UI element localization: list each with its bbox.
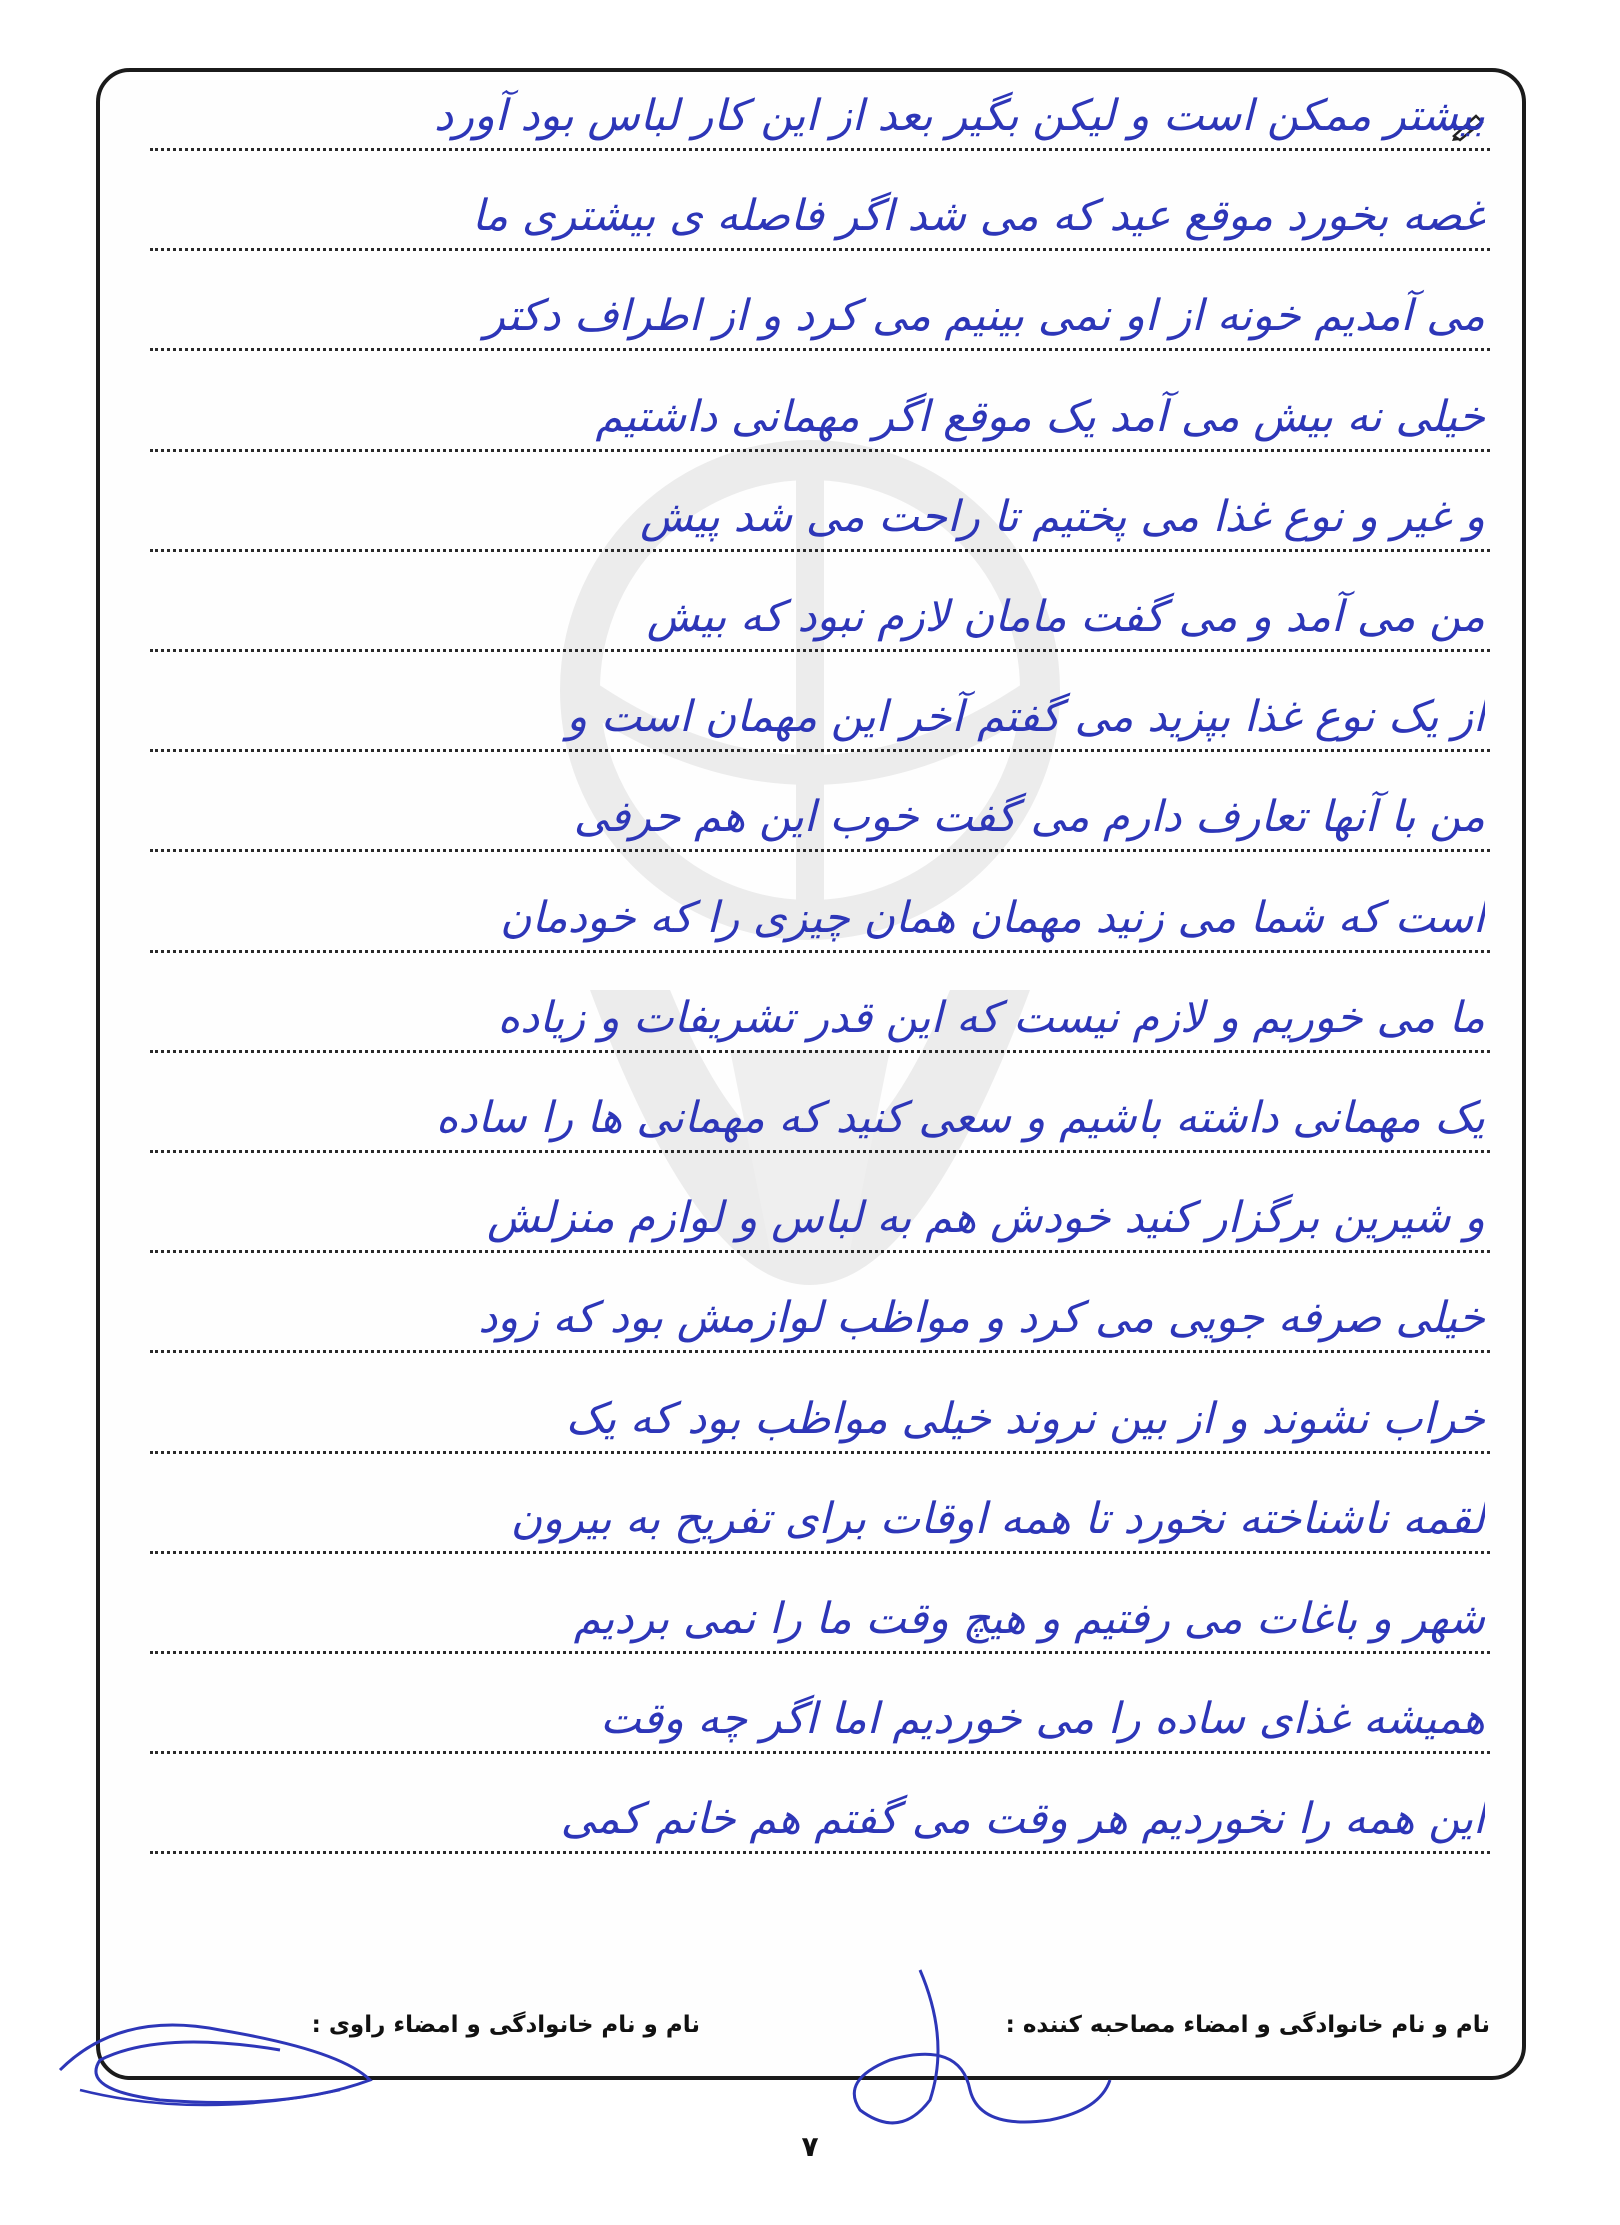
ruled-line <box>150 849 1490 852</box>
handwritten-line: همیشه غذای ساده را می خوردیم اما اگر چه وقت <box>600 1694 1485 1744</box>
handwritten-line: می آمدیم خونه از او نمی بینیم می کرد و از اطراف دکتر <box>484 291 1485 341</box>
handwritten-line: لقمه ناشناخته نخورد تا همه اوقات برای تفریح به بیرون <box>510 1494 1485 1544</box>
interviewer-signature <box>800 1960 1120 2160</box>
ruled-line <box>150 1751 1490 1754</box>
ruled-line <box>150 1651 1490 1654</box>
ruled-line <box>150 1050 1490 1053</box>
handwritten-line: خیلی نه بیش می آمد یک موقع اگر مهمانی داشتیم <box>595 392 1485 442</box>
ruled-line <box>150 1350 1490 1353</box>
handwritten-line: شهر و باغات می رفتیم و هیچ وقت ما را نمی بردیم <box>573 1594 1485 1644</box>
ruled-line <box>150 649 1490 652</box>
handwritten-line: خراب نشوند و از بین نروند خیلی مواظب بود که یک <box>565 1394 1485 1444</box>
handwritten-line: من با آنها تعارف دارم می گفت خوب این هم حرفی <box>573 792 1485 842</box>
ruled-line <box>150 148 1490 151</box>
ruled-line <box>150 1551 1490 1554</box>
handwritten-line: خیلی صرفه جویی می کرد و مواظب لوازمش بود که زود <box>478 1293 1485 1343</box>
handwritten-line: غصه بخورد موقع عید که می شد اگر فاصله ی بیشتری ما <box>472 191 1485 241</box>
ruled-line <box>150 1150 1490 1153</box>
ruled-line <box>150 950 1490 953</box>
handwritten-line: بیشتر ممکن است و لیکن بگیر بعد از این کار لباس بود آورد <box>434 91 1485 141</box>
ruled-line <box>150 348 1490 351</box>
ruled-line <box>150 1250 1490 1253</box>
handwritten-line: یک مهمانی داشته باشیم و سعی کنید که مهمانی ها را ساده <box>435 1093 1485 1143</box>
interviewer-signature-label: نام و نام خانوادگی و امضاء مصاحبه کننده : <box>1005 2012 1490 2038</box>
handwritten-line: و غیر و نوع غذا می پختیم تا راحت می شد پیش <box>640 492 1485 542</box>
ruled-line <box>150 749 1490 752</box>
handwritten-line: است که شما می زنید مهمان همان چیزی را که خودمان <box>500 893 1485 943</box>
ruled-line <box>150 449 1490 452</box>
narrator-signature-label: نام و نام خانوادگی و امضاء راوی : <box>311 2012 700 2038</box>
ruled-line <box>150 1451 1490 1454</box>
narrator-signature <box>40 1990 400 2130</box>
handwritten-line: ما می خوریم و لازم نیست که این قدر تشریفات و زیاده <box>497 993 1485 1043</box>
handwritten-line: از یک نوع غذا بپزید می گفتم آخر این مهمان است و <box>566 692 1485 742</box>
handwritten-line: و شیرین برگزار کنید خودش هم به لباس و لوازم منزلش <box>487 1193 1485 1243</box>
page-number: ۷ <box>801 2130 819 2163</box>
ruled-line <box>150 1851 1490 1854</box>
ruled-line <box>150 549 1490 552</box>
ruled-line <box>150 248 1490 251</box>
handwritten-line: این همه را نخوردیم هر وقت می گفتم هم خانم کمی <box>560 1794 1485 1844</box>
handwritten-line: من می آمد و می گفت مامان لازم نبود که بیش <box>646 592 1485 642</box>
